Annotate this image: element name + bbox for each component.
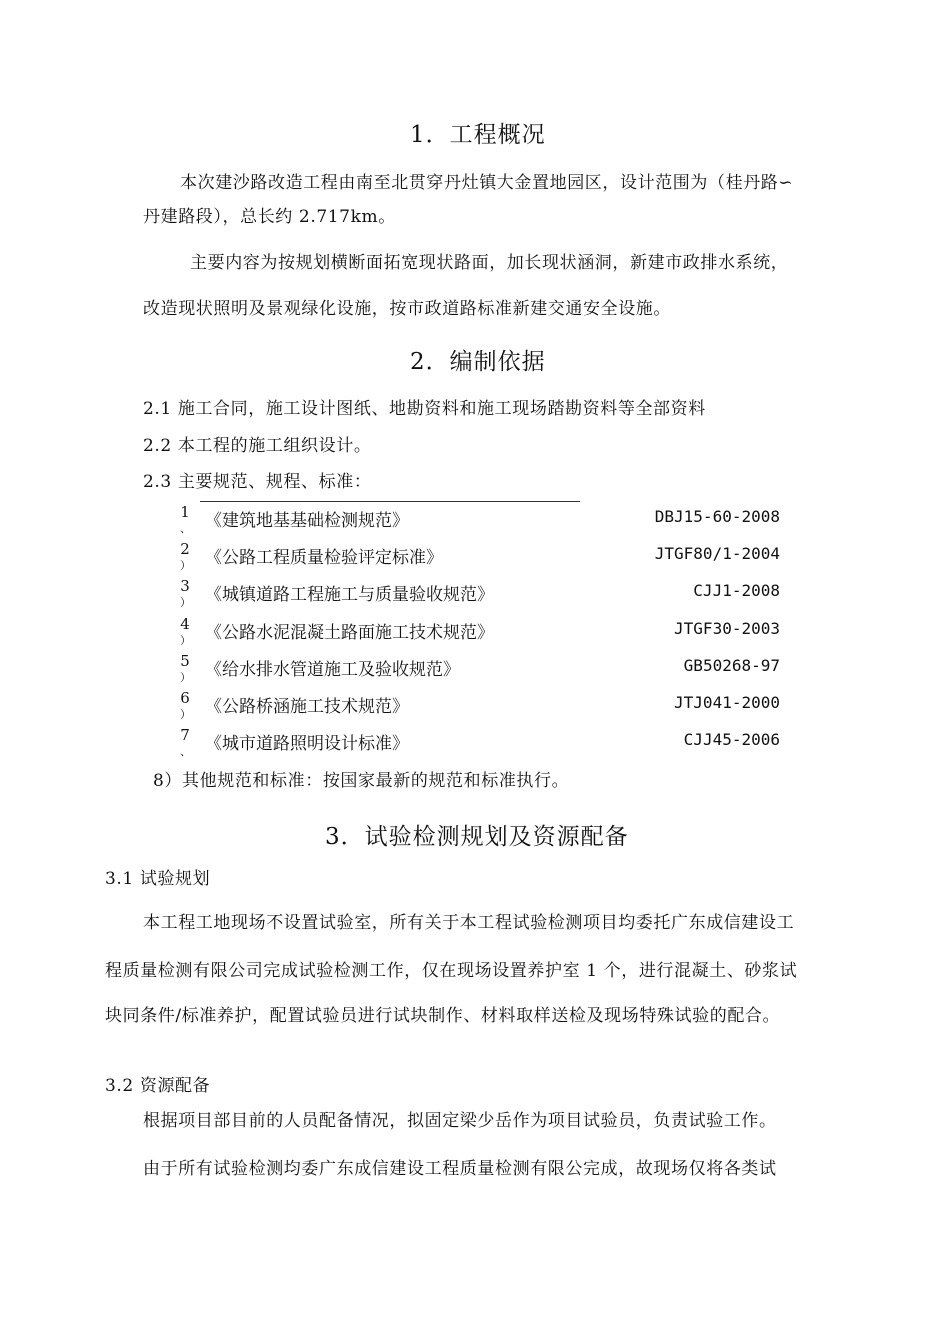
section3-heading: 3．试验检测规划及资源配备 [325,824,629,850]
standard-number-mark: ） [180,559,191,572]
section1-para2-line2: 改造现状照明及景观绿化设施，按市政道路标准新建交通安全设施。 [143,299,671,319]
section2-heading: 2．编制依据 [410,349,546,375]
standard-number: 4 [180,615,190,633]
standard-code: JTGF30-2003 [674,619,780,638]
standard-title: 《公路水泥混凝土路面施工技术规范》 [205,623,494,643]
section3-sub1-line3: 块同条件/标准养护，配置试验员进行试块制作、材料取样送检及现场特殊试验的配合。 [105,1006,781,1026]
section1-para1-line2: 丹建路段），总长约 2.717km。 [143,207,396,227]
section3-sub2-line2: 由于所有试验检测均委广东成信建设工程质量检测有限公完成，故现场仅将各类试 [143,1159,777,1179]
section1-heading: 1．工程概况 [410,122,546,148]
standard-number-mark: ） [180,634,191,647]
table-top-rule [200,501,580,502]
standard-code: JTJ041-2000 [674,693,780,712]
section2-item2: 2.2 本工程的施工组织设计。 [143,436,372,456]
standard-number: 7 [180,726,190,744]
standard-code: JTGF80/1-2004 [654,544,780,563]
standard-code: DBJ15-60-2008 [654,507,780,526]
section2-item1: 2.1 施工合同，施工设计图纸、地勘资料和施工现场踏勘资料等全部资料 [143,399,706,419]
standard-title: 《公路工程质量检验评定标准》 [205,548,443,568]
section1-para1-line1: 本次建沙路改造工程由南至北贯穿丹灶镇大金置地园区，设计范围为（桂丹路∽ [180,173,794,193]
standard-number: 5 [180,652,190,670]
section3-sub1: 3.1 试验规划 [105,869,211,889]
standard-number: 3 [180,577,190,595]
section3-sub2: 3.2 资源配备 [105,1076,211,1096]
standard-number-mark: 、 [180,745,191,758]
standard-number: 2 [180,540,190,558]
standard-number-mark: ） [180,671,191,684]
standard-title: 《城镇道路工程施工与质量验收规范》 [205,585,494,605]
standard-code: CJJ45-2006 [683,730,780,749]
section2-item3: 2.3 主要规范、规程、标准： [143,472,372,492]
standard-number: 1 [180,503,190,521]
standard-title: 《建筑地基基础检测规范》 [205,511,409,531]
standard-number-mark: 、 [180,522,191,535]
standard-number: 6 [180,689,190,707]
standard-title: 《给水排水管道施工及验收规范》 [205,660,460,680]
section1-para2-line1: 主要内容为按规划横断面拓宽现状路面，加长现状涵洞，新建市政排水系统， [190,253,789,273]
standard-title: 《公路桥涵施工技术规范》 [205,697,409,717]
standard-title: 《城市道路照明设计标准》 [205,734,409,754]
standard-code: CJJ1-2008 [693,581,780,600]
standard-number-mark: ） [180,708,191,721]
section3-sub2-line1: 根据项目部目前的人员配备情况，拟固定梁少岳作为项目试验员，负责试验工作。 [143,1111,777,1131]
section3-sub1-line1: 本工程工地现场不设置试验室，所有关于本工程试验检测项目均委托广东成信建设工 [143,913,795,933]
standard-code: GB50268-97 [683,656,780,675]
section2-other: 8）其他规范和标准：按国家最新的规范和标准执行。 [153,771,570,791]
standard-number-mark: ） [180,596,191,609]
section3-sub1-line2: 程质量检测有限公司完成试验检测工作，仅在现场设置养护室 1 个，进行混凝土、砂浆试 [105,961,798,981]
